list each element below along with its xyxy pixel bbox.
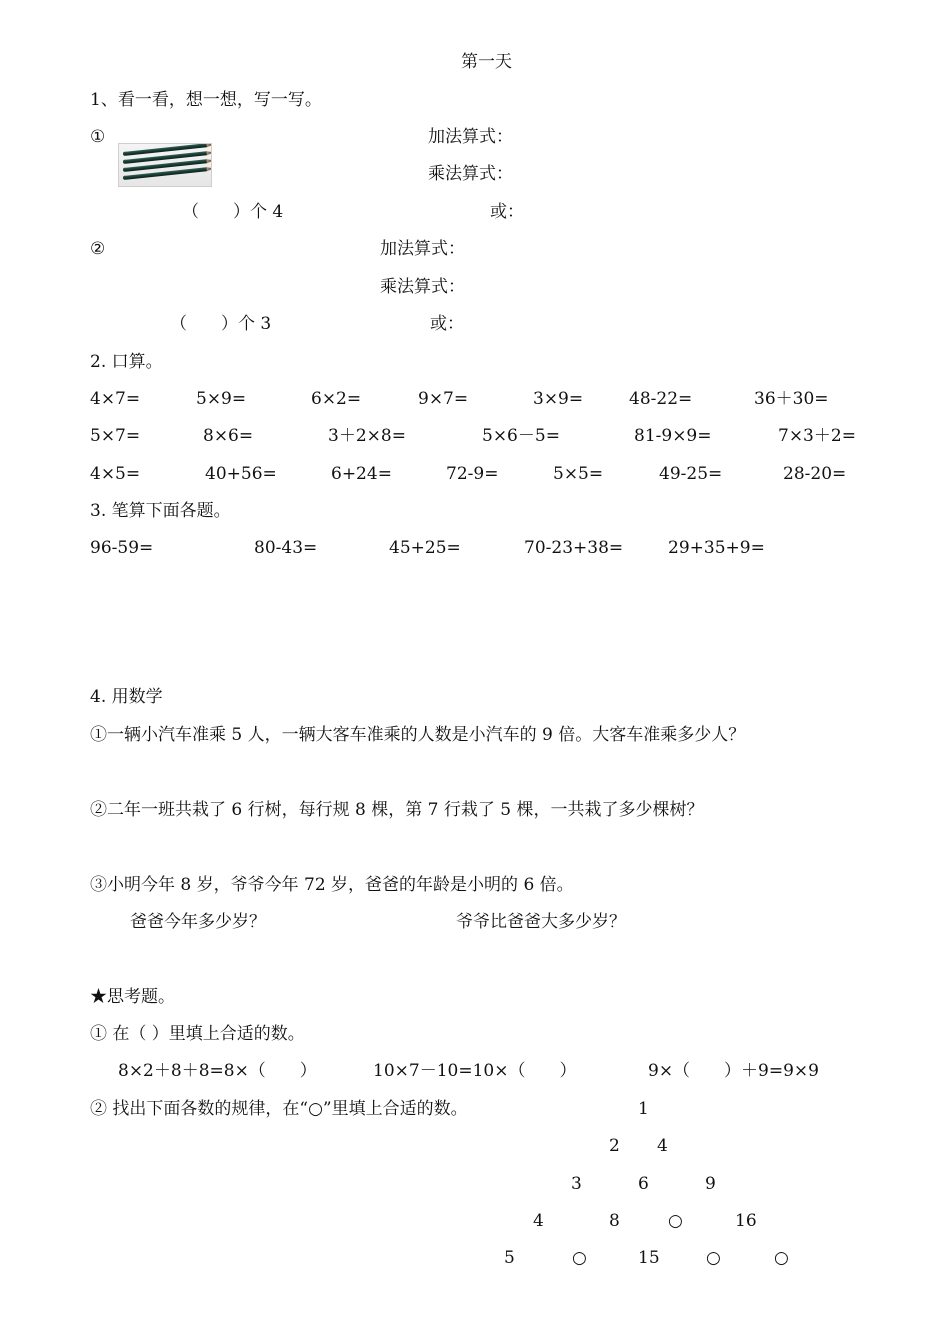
triangle-number: 9 — [705, 1174, 716, 1194]
q1-part2-groups: （ ）个 3 — [170, 314, 272, 334]
calc-item: 7×3＋2= — [778, 426, 856, 446]
pencils-picture — [118, 143, 212, 187]
triangle-number: 8 — [609, 1211, 620, 1231]
calc-item: 40+56= — [205, 464, 277, 484]
triangle-number: 5 — [504, 1248, 515, 1268]
calc-item: 4×5= — [90, 464, 141, 484]
q2-heading: 2. 口算。 — [90, 352, 163, 372]
triangle-number: 1 — [638, 1099, 649, 1119]
triangle-number: 6 — [638, 1174, 649, 1194]
q1-part2-or: 或： — [430, 314, 464, 334]
blank-circle[interactable]: ○ — [774, 1248, 789, 1268]
triangle-number: 2 — [609, 1136, 620, 1156]
q1-part1-add-label: 加法算式： — [428, 127, 513, 147]
q1-part2-mul-label: 乘法算式： — [380, 277, 465, 297]
calc-item: 5×9= — [196, 389, 247, 409]
think-q2: ② 找出下面各数的规律，在“○”里填上合适的数。 — [90, 1099, 468, 1119]
written-calc-item: 70-23+38= — [524, 538, 624, 558]
calc-item: 4×7= — [90, 389, 141, 409]
calc-item: 28-20= — [783, 464, 847, 484]
calc-item: 5×7= — [90, 426, 141, 446]
calc-item: 5×5= — [553, 464, 604, 484]
think-q1-item: 10×7－10=10×（ ） — [373, 1061, 577, 1081]
calc-item: 3＋2×8= — [328, 426, 406, 446]
calc-item: 6×2= — [311, 389, 362, 409]
written-calc-item: 45+25= — [389, 538, 461, 558]
calc-item: 9×7= — [418, 389, 469, 409]
triangle-number: 4 — [533, 1211, 544, 1231]
word-problem-3b: 爷爷比爸爸大多少岁？ — [456, 912, 626, 932]
think-q1-item: 9×（ ）＋9=9×9 — [648, 1061, 819, 1081]
q3-heading: 3. 笔算下面各题。 — [90, 501, 231, 521]
blank-circle[interactable]: ○ — [572, 1248, 587, 1268]
triangle-number: 16 — [735, 1211, 757, 1231]
triangle-number: 4 — [657, 1136, 668, 1156]
calc-item: 5×6－5= — [482, 426, 560, 446]
q1-part1-mul-label: 乘法算式： — [428, 164, 513, 184]
blank-circle[interactable]: ○ — [706, 1248, 721, 1268]
calc-item: 3×9= — [533, 389, 584, 409]
written-calc-item: 96-59= — [90, 538, 154, 558]
blank-circle[interactable]: ○ — [668, 1211, 683, 1231]
triangle-number: 15 — [638, 1248, 660, 1268]
word-problem-1: ①一辆小汽车准乘 5 人，一辆大客车准乘的人数是小汽车的 9 倍。大客车准乘多少人？ — [90, 725, 746, 745]
word-problem-2: ②二年一班共栽了 6 行树，每行规 8 棵，第 7 行栽了 5 棵，一共栽了多少棵树？ — [90, 800, 704, 820]
q4-heading: 4. 用数学 — [90, 687, 163, 707]
q1-part1-groups: （ ）个 4 — [182, 202, 284, 222]
think-q1: ① 在（ ）里填上合适的数。 — [90, 1024, 305, 1044]
calc-item: 36＋30= — [754, 389, 829, 409]
triangle-number: 3 — [571, 1174, 582, 1194]
q1-part2-number: ② — [90, 239, 106, 259]
calc-item: 6+24= — [331, 464, 392, 484]
calc-item: 72-9= — [446, 464, 499, 484]
calc-item: 8×6= — [203, 426, 254, 446]
q1-heading: 1、看一看，想一想，写一写。 — [90, 90, 322, 110]
think-q1-item: 8×2＋8＋8=8×（ ） — [118, 1061, 317, 1081]
word-problem-3a: 爸爸今年多少岁？ — [130, 912, 266, 932]
q1-part1-or: 或： — [490, 202, 524, 222]
calc-item: 81-9×9= — [634, 426, 712, 446]
think-heading: ★思考题。 — [90, 987, 175, 1007]
page-title: 第一天 — [461, 52, 512, 72]
written-calc-item: 29+35+9= — [668, 538, 765, 558]
calc-item: 48-22= — [629, 389, 693, 409]
calc-item: 49-25= — [659, 464, 723, 484]
written-calc-item: 80-43= — [254, 538, 318, 558]
q1-part2-add-label: 加法算式： — [380, 239, 465, 259]
word-problem-3: ③小明今年 8 岁，爷爷今年 72 岁，爸爸的年龄是小明的 6 倍。 — [90, 875, 574, 895]
q1-part1-number: ① — [90, 127, 106, 147]
